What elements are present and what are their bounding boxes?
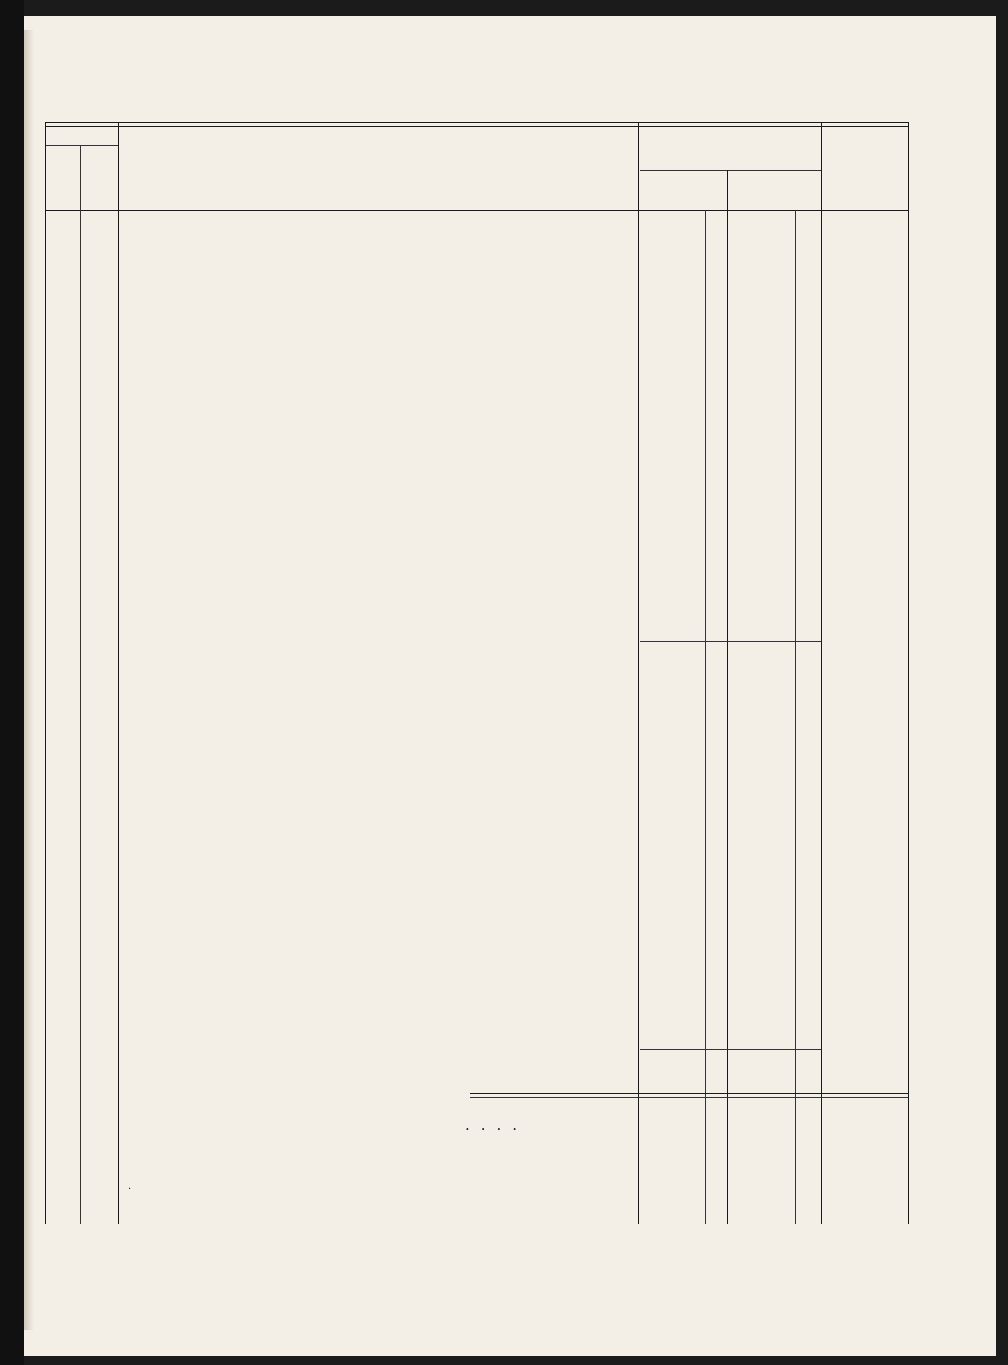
book-gutter <box>0 0 24 1365</box>
header-po-smete <box>86 152 112 207</box>
subtotal2-row <box>0 1051 1008 1072</box>
part2-row <box>0 686 1008 707</box>
header-po-poryadku <box>50 152 76 207</box>
footer-note: . <box>128 1181 132 1192</box>
total-row <box>0 1115 1008 1136</box>
total-label: .... <box>465 1116 529 1134</box>
subtotal1-row <box>0 646 1008 667</box>
